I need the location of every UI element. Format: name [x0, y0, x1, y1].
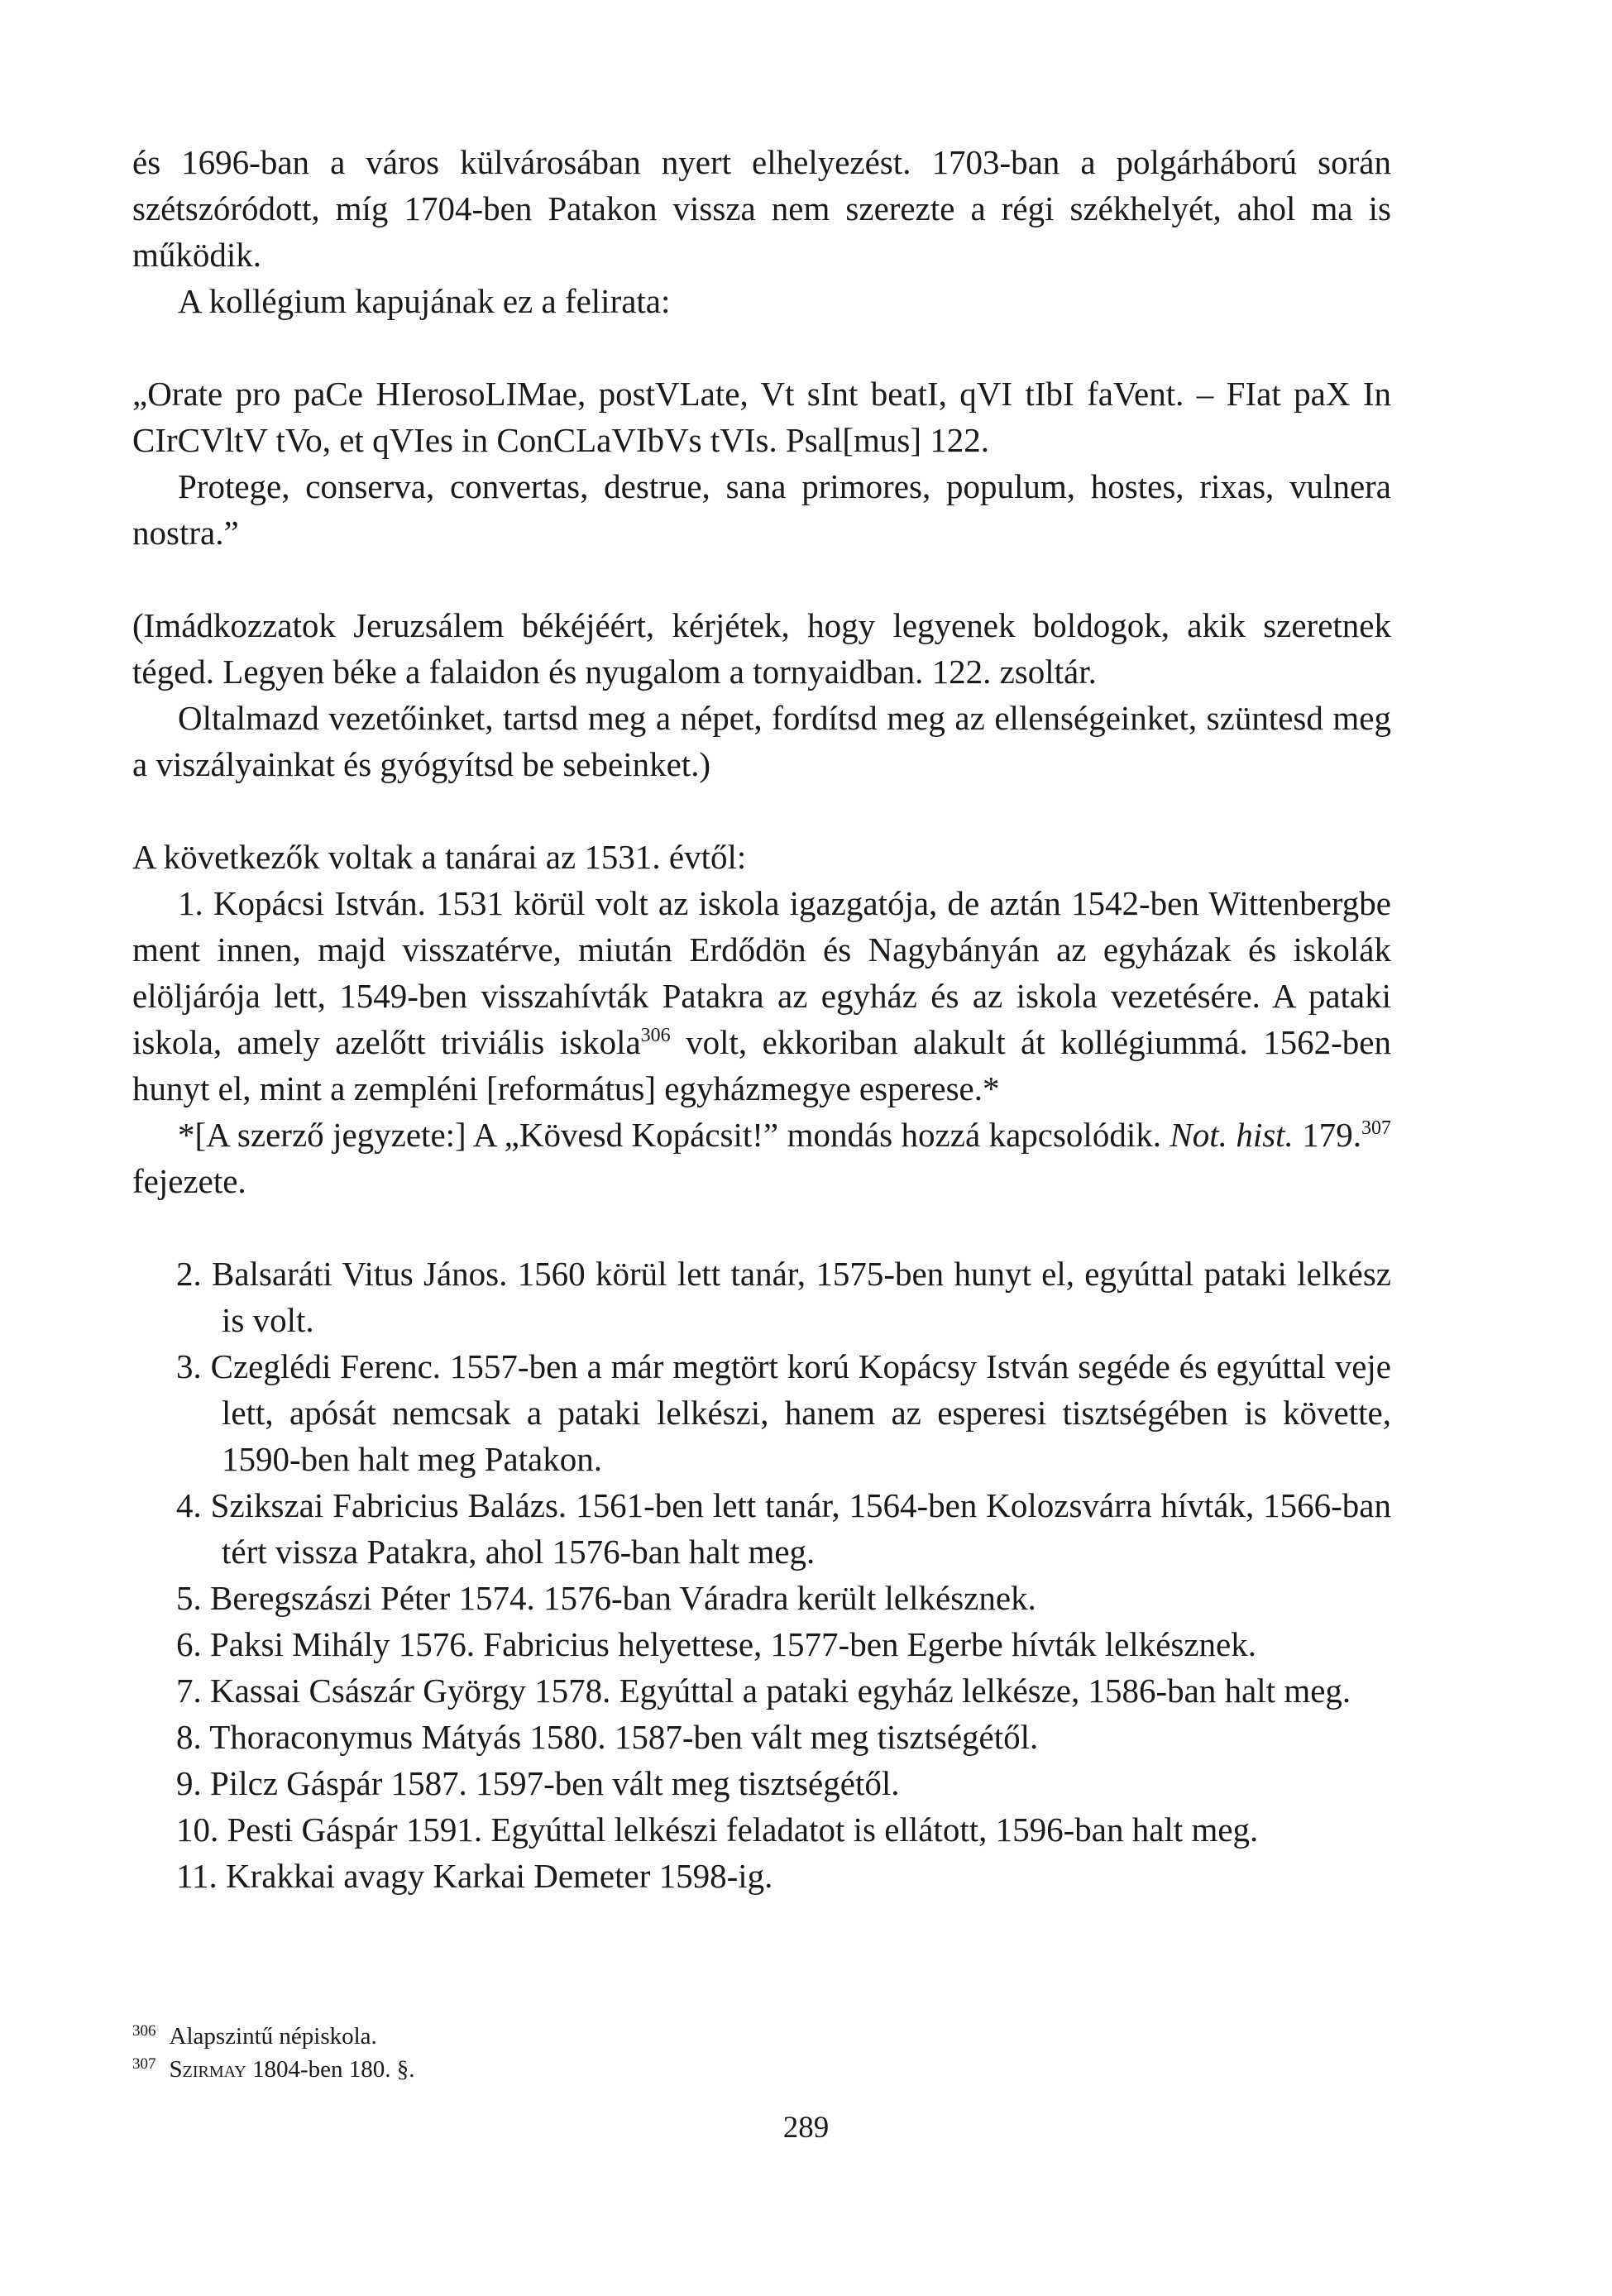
footnote-number: 307 — [132, 2055, 156, 2073]
paragraph-1: és 1696-ban a város külvárosában nyert elhelyezést. 1703-ban a polgárháború során szétszóródott, míg 1704-ben Patakon vissza nem szerezte a régi székhelyét, ahol ma is működik. — [132, 143, 1391, 274]
teacher-item-1 — [132, 880, 1391, 1112]
latin-quote-2: Protege, conserva, convertas, destrue, sana primores, populum, hostes, rixas, vulnera nostra.” — [132, 467, 1391, 552]
latin-quote-1: „Orate pro paCe HIerosoLIMae, postVLate, Vt sInt beatI, qVI tIbI faVent. – FIat paX In CIrCVltV tVo, et qVIes in ConCLaVIbVs tVIs. Psal[mus] 122. — [132, 375, 1391, 459]
footnote-text: 1804-ben 180. §. — [246, 2056, 415, 2083]
author-note — [132, 1112, 1391, 1204]
footnote-text: Alapszintű népiskola. — [169, 2023, 377, 2050]
teacher-item: 2. Balsaráti Vitus János. 1560 körül lett tanár, 1575-ben hunyt el, egyúttal pataki lelkész is volt. — [176, 1255, 1391, 1339]
teacher-item: 9. Pilcz Gáspár 1587. 1597-ben vált meg tisztségétől. — [176, 1764, 900, 1802]
teacher-item-1-text-b: volt, ekkoriban alakult át kollégiummá. 1562-ben hunyt el, mint a zempléni [református] egyházmegye esperese.* — [132, 1023, 1392, 1107]
teacher-item: 8. Thoraconymus Mátyás 1580. 1587-ben vált meg tisztségétől. — [176, 1718, 1039, 1756]
teacher-item: 10. Pesti Gáspár 1591. Egyúttal lelkészi feladatot is ellátott, 1596-ban halt meg. — [176, 1810, 1259, 1849]
author-note-italic: Not. hist. — [1170, 1116, 1294, 1154]
translation-2: Oltalmazd vezetőinket, tartsd meg a népet, fordítsd meg az ellenségeinket, szüntesd meg a viszályainkat és gyógyítsd be sebeinket.) — [132, 699, 1391, 783]
teacher-item: 3. Czeglédi Ferenc. 1557-ben a már megtört korú Kopácsy István segéde és egyúttal veje lett, apósát nemcsak a pataki lelkészi, hanem az esperesi tisztségében is követte, 1590-ben halt meg Patakon. — [176, 1347, 1391, 1478]
teacher-item: 7. Kassai Császár György 1578. Egyúttal a pataki egyház lelkésze, 1586-ban halt meg. — [176, 1672, 1351, 1710]
translation-1: (Imádkozzatok Jeruzsálem békéjéért, kérjétek, hogy legyenek boldogok, akik szeretnek téged. Legyen béke a falaidon és nyugalom a tornyaidban. 122. zsoltár. — [132, 606, 1391, 691]
author-note-text-c: fejezete. — [132, 1162, 246, 1200]
teacher-item: 6. Paksi Mihály 1576. Fabricius helyettese, 1577-ben Egerbe hívták lelkésznek. — [176, 1625, 1256, 1663]
teachers-list — [132, 1251, 1391, 1899]
footnote-number: 306 — [132, 2022, 156, 2040]
footnote-306 — [132, 2020, 1391, 2053]
teacher-item: 11. Krakkai avagy Karkai Demeter 1598-ig. — [176, 1857, 773, 1895]
teacher-item-1-text-a: 1. Kopácsi István. 1531 körül volt az iskola igazgatója, de aztán 1542-ben Wittenbergbe ment innen, majd visszatérve, miután Erdődön és Nagybányán az egyházak és iskolák elöljárója lett, 1549-ben visszahívták Patakra az egyház és az iskola vezetésére. A pataki iskola, amely azelőtt triviális iskola — [132, 884, 1391, 1061]
footnote-author-name: Szirmay — [169, 2056, 246, 2083]
teachers-intro: A következők voltak a tanárai az 1531. évtől: — [132, 838, 747, 876]
footnote-ref-307: 307 — [1361, 1117, 1391, 1139]
teacher-item: 4. Szikszai Fabricius Balázs. 1561-ben lett tanár, 1564-ben Kolozsvárra hívták, 1566-ban tért vissza Patakra, ahol 1576-ban halt meg. — [176, 1486, 1391, 1571]
teacher-item: 5. Beregszászi Péter 1574. 1576-ban Váradra került lelkésznek. — [176, 1579, 1036, 1617]
page-number: 289 — [782, 2111, 830, 2145]
footnote-ref-306: 306 — [640, 1025, 671, 1046]
main-text — [132, 139, 1391, 1899]
footnote-307 — [132, 2053, 1391, 2086]
author-note-text-a: *[A szerző jegyzete:] A „Kövesd Kopácsit!” mondás hozzá kapcsolódik. — [178, 1116, 1170, 1154]
author-note-text-b: 179. — [1293, 1116, 1361, 1154]
footnotes — [132, 2020, 1391, 2086]
paragraph-inscription-intro: A kollégium kapujának ez a felirata: — [178, 282, 671, 320]
